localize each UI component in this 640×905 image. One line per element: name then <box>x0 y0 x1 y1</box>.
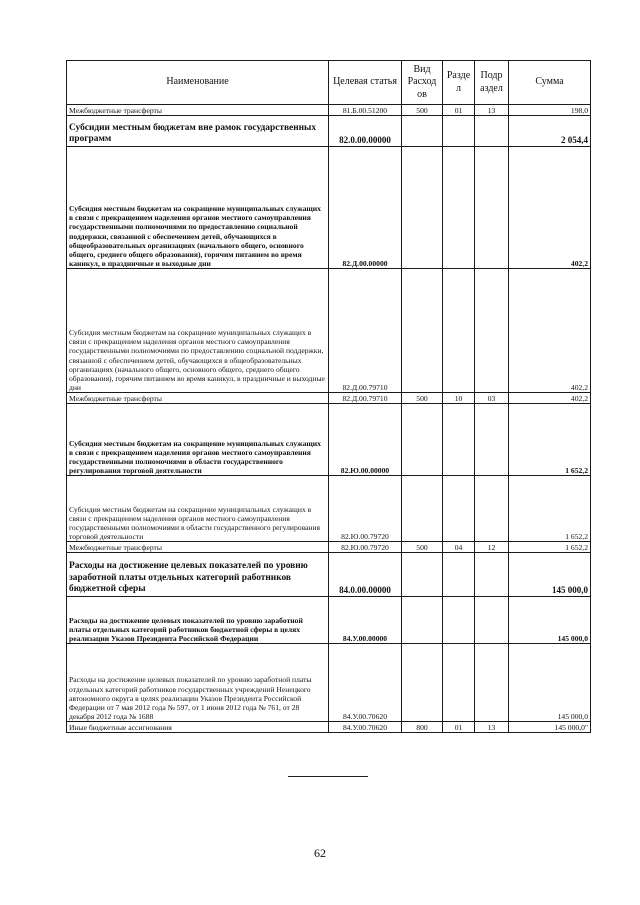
row-subsection <box>475 553 509 597</box>
row-name: Субсидии местным бюджетам вне рамок государственных программ <box>67 116 329 147</box>
row-sum: 198,0 <box>509 105 591 116</box>
row-subsection <box>475 644 509 722</box>
row-target-article: 82.0.00.00000 <box>329 116 402 147</box>
row-subsection: 03 <box>475 393 509 404</box>
row-target-article: 84.У.00.70620 <box>329 722 402 733</box>
row-section <box>443 644 475 722</box>
row-expense-type <box>402 597 443 644</box>
row-section: 01 <box>443 722 475 733</box>
table-row <box>67 597 591 644</box>
row-section: 10 <box>443 393 475 404</box>
row-expense-type: 500 <box>402 105 443 116</box>
row-expense-type <box>402 147 443 269</box>
row-name: Расходы на достижение целевых показателей по уровню заработной платы отдельных категорий работников бюджетной сферы в целях реализации Указов Президента Российской Федерации <box>67 597 329 644</box>
table-row <box>67 644 591 722</box>
row-sum: 402,2 <box>509 393 591 404</box>
row-sum: 2 054,4 <box>509 116 591 147</box>
table-header-row <box>67 61 591 105</box>
table-row <box>67 404 591 476</box>
row-expense-type: 800 <box>402 722 443 733</box>
row-name: Субсидия местным бюджетам на сокращение муниципальных служащих в связи с прекращением наделения органов местного самоуправления государственными полномочиями в области государственного регулирования торговой деятельности <box>67 404 329 476</box>
row-sum: 402,2 <box>509 147 591 269</box>
row-expense-type <box>402 269 443 393</box>
row-subsection: 13 <box>475 105 509 116</box>
table-row <box>67 269 591 393</box>
row-target-article: 82.Д.00.79710 <box>329 269 402 393</box>
row-target-article: 84.0.00.00000 <box>329 553 402 597</box>
row-section <box>443 476 475 542</box>
row-name: Межбюджетные трансферты <box>67 542 329 553</box>
table-row <box>67 105 591 116</box>
table-row <box>67 722 591 733</box>
header-sum: Сумма <box>509 61 591 105</box>
row-expense-type <box>402 644 443 722</box>
row-section <box>443 597 475 644</box>
row-section <box>443 147 475 269</box>
row-target-article: 84.У.00.70620 <box>329 644 402 722</box>
row-expense-type <box>402 553 443 597</box>
table-row <box>67 542 591 553</box>
row-sum: 145 000,0 <box>509 644 591 722</box>
row-expense-type <box>402 404 443 476</box>
row-subsection <box>475 269 509 393</box>
header-target-article: Целевая статья <box>329 61 402 105</box>
table-row <box>67 553 591 597</box>
row-sum: 1 652,2 <box>509 542 591 553</box>
row-sum: 402,2 <box>509 269 591 393</box>
header-section: Разде л <box>443 61 475 105</box>
row-section <box>443 553 475 597</box>
row-target-article: 82.Ю.00.79720 <box>329 542 402 553</box>
footnote-divider <box>288 776 368 777</box>
row-subsection <box>475 404 509 476</box>
row-target-article: 82.Д.00.79710 <box>329 393 402 404</box>
row-name: Субсидия местным бюджетам на сокращение муниципальных служащих в связи с прекращением наделения органов местного самоуправления государственными полномочиями по предоставлению социальной поддержки, связанной с обеспечением детей, обучающихся в общеобразовательных организациях (начального общего, основного общего, среднего общего образования), горячим питанием во время каникул, в праздничные и выходные дни <box>67 269 329 393</box>
row-target-article: 81.Б.00.51200 <box>329 105 402 116</box>
table-row <box>67 476 591 542</box>
row-subsection <box>475 476 509 542</box>
row-expense-type: 500 <box>402 393 443 404</box>
row-sum: 145 000,0" <box>509 722 591 733</box>
row-sum: 1 652,2 <box>509 404 591 476</box>
row-expense-type: 500 <box>402 542 443 553</box>
row-sum: 145 000,0 <box>509 597 591 644</box>
budget-table <box>66 60 591 733</box>
row-name: Расходы на достижение целевых показателей по уровню заработной платы отдельных категорий работников бюджетной сферы <box>67 553 329 597</box>
row-target-article: 82.Ю.00.79720 <box>329 476 402 542</box>
row-subsection <box>475 147 509 269</box>
row-sum: 1 652,2 <box>509 476 591 542</box>
row-target-article: 82.Ю.00.00000 <box>329 404 402 476</box>
row-subsection: 12 <box>475 542 509 553</box>
row-name: Иные бюджетные ассигнования <box>67 722 329 733</box>
row-section <box>443 269 475 393</box>
table-row <box>67 147 591 269</box>
row-sum: 145 000,0 <box>509 553 591 597</box>
row-name: Субсидия местным бюджетам на сокращение муниципальных служащих в связи с прекращением наделения органов местного самоуправления государственными полномочиями в области государственного регулирования торговой деятельности <box>67 476 329 542</box>
header-name: Наименование <box>67 61 329 105</box>
row-target-article: 84.У.00.00000 <box>329 597 402 644</box>
row-subsection: 13 <box>475 722 509 733</box>
row-expense-type <box>402 116 443 147</box>
page-number: 62 <box>314 846 326 860</box>
row-expense-type <box>402 476 443 542</box>
row-name: Межбюджетные трансферты <box>67 105 329 116</box>
row-name: Расходы на достижение целевых показателей по уровню заработной платы отдельных категорий работников государственных учреждений Ненецкого автономного округа в целях реализации Указов Президента Российской Федерации от 7 мая 2012 года № 597, от 1 июня 2012 года № 761, от 28 декабря 2012 года № 1688 <box>67 644 329 722</box>
header-expense-type: Вид Расход ов <box>402 61 443 105</box>
row-section: 01 <box>443 105 475 116</box>
row-section <box>443 404 475 476</box>
row-name: Субсидия местным бюджетам на сокращение муниципальных служащих в связи с прекращением наделения органов местного самоуправления государственными полномочиями по предоставлению социальной поддержки, связанной с обеспечением детей, обучающихся в общеобразовательных организациях (начального общего, основного общего, среднего общего образования), горячим питанием во время каникул, в праздничные и выходные дни <box>67 147 329 269</box>
table-row <box>67 116 591 147</box>
row-subsection <box>475 116 509 147</box>
header-subsection: Подр аздел <box>475 61 509 105</box>
row-name: Межбюджетные трансферты <box>67 393 329 404</box>
row-section: 04 <box>443 542 475 553</box>
table-row <box>67 393 591 404</box>
row-section <box>443 116 475 147</box>
row-subsection <box>475 597 509 644</box>
row-target-article: 82.Д.00.00000 <box>329 147 402 269</box>
